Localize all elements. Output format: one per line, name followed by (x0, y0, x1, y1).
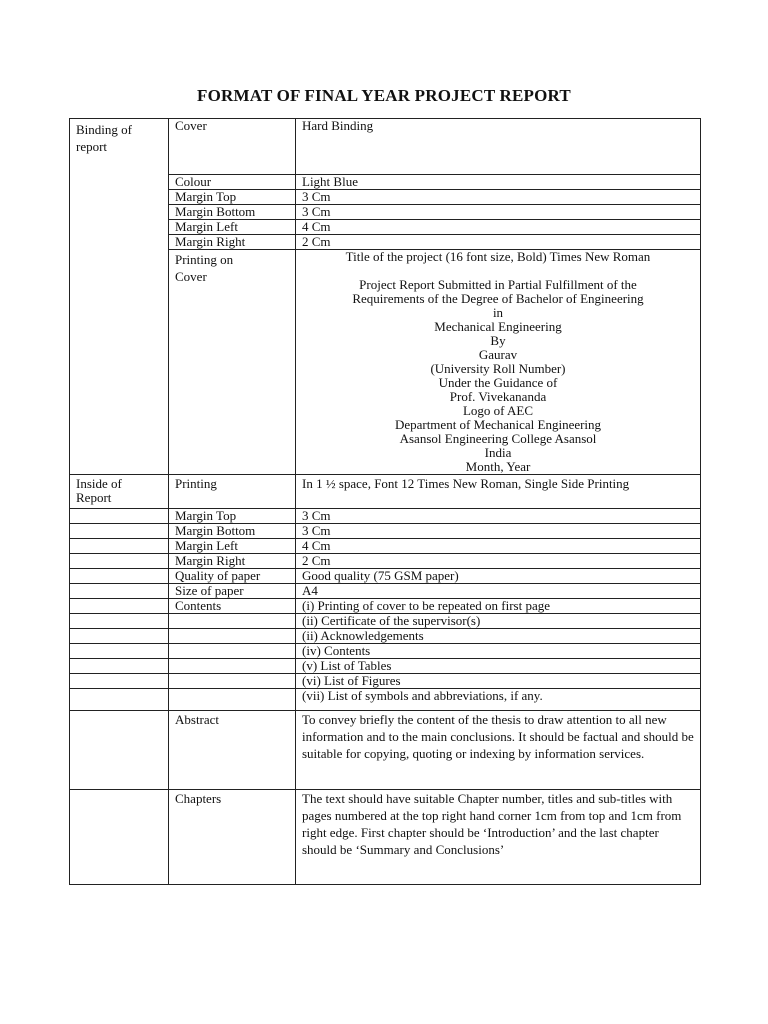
inside-printing-label: Printing (169, 475, 296, 509)
chapters-label: Chapters (169, 790, 296, 885)
cover-line: Logo of AEC (462, 403, 534, 418)
contents-item: (vii) List of symbols and abbreviations, if any. (296, 689, 701, 711)
empty-cell (169, 689, 296, 711)
cover-line: Mechanical Engineering (434, 319, 562, 334)
empty-cell (70, 569, 169, 584)
empty-cell (70, 790, 169, 885)
empty-cell (70, 599, 169, 614)
inside-margin-left-value: 4 Cm (296, 539, 701, 554)
size-of-paper-value: A4 (296, 584, 701, 599)
contents-item: (iv) Contents (296, 644, 701, 659)
binding-margin-bottom-label: Margin Bottom (169, 205, 296, 220)
empty-cell (70, 659, 169, 674)
cover-line: India (484, 445, 512, 460)
empty-cell (70, 629, 169, 644)
colour-label: Colour (169, 175, 296, 190)
empty-cell (70, 509, 169, 524)
quality-of-paper-label: Quality of paper (169, 569, 296, 584)
inside-margin-bottom-label: Margin Bottom (169, 524, 296, 539)
empty-cell (70, 554, 169, 569)
cover-line: Month, Year (465, 459, 531, 474)
contents-label: Contents (169, 599, 296, 614)
inside-printing-value: In 1 ½ space, Font 12 Times New Roman, Single Side Printing (296, 475, 701, 509)
empty-cell (169, 659, 296, 674)
inside-margin-top-value: 3 Cm (296, 509, 701, 524)
binding-margin-left-value: 4 Cm (296, 220, 701, 235)
contents-item: (i) Printing of cover to be repeated on first page (296, 599, 701, 614)
binding-margin-top-value: 3 Cm (296, 190, 701, 205)
contents-item: (v) List of Tables (296, 659, 701, 674)
colour-value: Light Blue (296, 175, 701, 190)
cover-line: Under the Guidance of (438, 375, 558, 390)
printing-on-cover-value (296, 250, 701, 475)
cover-line: in (492, 305, 504, 320)
quality-of-paper-value: Good quality (75 GSM paper) (296, 569, 701, 584)
empty-cell (169, 629, 296, 644)
contents-item: (vi) List of Figures (296, 674, 701, 689)
binding-section-label: Binding of report (70, 119, 169, 475)
cover-line: Gaurav (478, 347, 518, 362)
inside-margin-top-label: Margin Top (169, 509, 296, 524)
contents-item: (ii) Certificate of the supervisor(s) (296, 614, 701, 629)
binding-margin-right-value: 2 Cm (296, 235, 701, 250)
cover-line: Title of the project (16 font size, Bold) Times New Roman (345, 249, 651, 264)
empty-cell (70, 524, 169, 539)
cover-line: Prof. Vivekananda (449, 389, 547, 404)
inside-section-label: Inside of Report (70, 475, 169, 509)
inside-margin-left-label: Margin Left (169, 539, 296, 554)
empty-cell (70, 711, 169, 790)
inside-margin-right-value: 2 Cm (296, 554, 701, 569)
abstract-text: To convey briefly the content of the thesis to draw attention to all new information and to the main conclusions. It should be factual and should be suitable for copying, quoting or indexing by information services. (296, 711, 701, 790)
cover-value: Hard Binding (296, 119, 701, 175)
cover-label: Cover (169, 119, 296, 175)
empty-cell (70, 644, 169, 659)
empty-cell (70, 584, 169, 599)
empty-cell (169, 674, 296, 689)
binding-margin-left-label: Margin Left (169, 220, 296, 235)
empty-cell (169, 644, 296, 659)
cover-line: Project Report Submitted in Partial Fulfillment of the (359, 277, 637, 292)
contents-item: (ii) Acknowledgements (296, 629, 701, 644)
cover-line: Asansol Engineering College Asansol (399, 431, 597, 446)
report-format-table (69, 118, 701, 885)
inside-margin-right-label: Margin Right (169, 554, 296, 569)
binding-margin-right-label: Margin Right (169, 235, 296, 250)
empty-cell (70, 614, 169, 629)
document-title: FORMAT OF FINAL YEAR PROJECT REPORT (197, 86, 571, 105)
cover-line: (University Roll Number) (430, 361, 566, 376)
empty-cell (70, 539, 169, 554)
inside-margin-bottom-value: 3 Cm (296, 524, 701, 539)
empty-cell (169, 614, 296, 629)
size-of-paper-label: Size of paper (169, 584, 296, 599)
chapters-text: The text should have suitable Chapter number, titles and sub-titles with pages numbered at the top right hand corner 1cm from top and 1cm from right edge. First chapter should be ‘Introduction’ and the last chapter should be ‘Summary and Conclusions’ (296, 790, 701, 885)
abstract-label: Abstract (169, 711, 296, 790)
cover-line: By (490, 333, 506, 348)
printing-on-cover-label: Printing on Cover (169, 250, 296, 475)
cover-line: Requirements of the Degree of Bachelor of Engineering (352, 291, 644, 306)
binding-margin-bottom-value: 3 Cm (296, 205, 701, 220)
binding-margin-top-label: Margin Top (169, 190, 296, 205)
empty-cell (70, 689, 169, 711)
empty-cell (70, 674, 169, 689)
cover-line: Department of Mechanical Engineering (394, 417, 602, 432)
